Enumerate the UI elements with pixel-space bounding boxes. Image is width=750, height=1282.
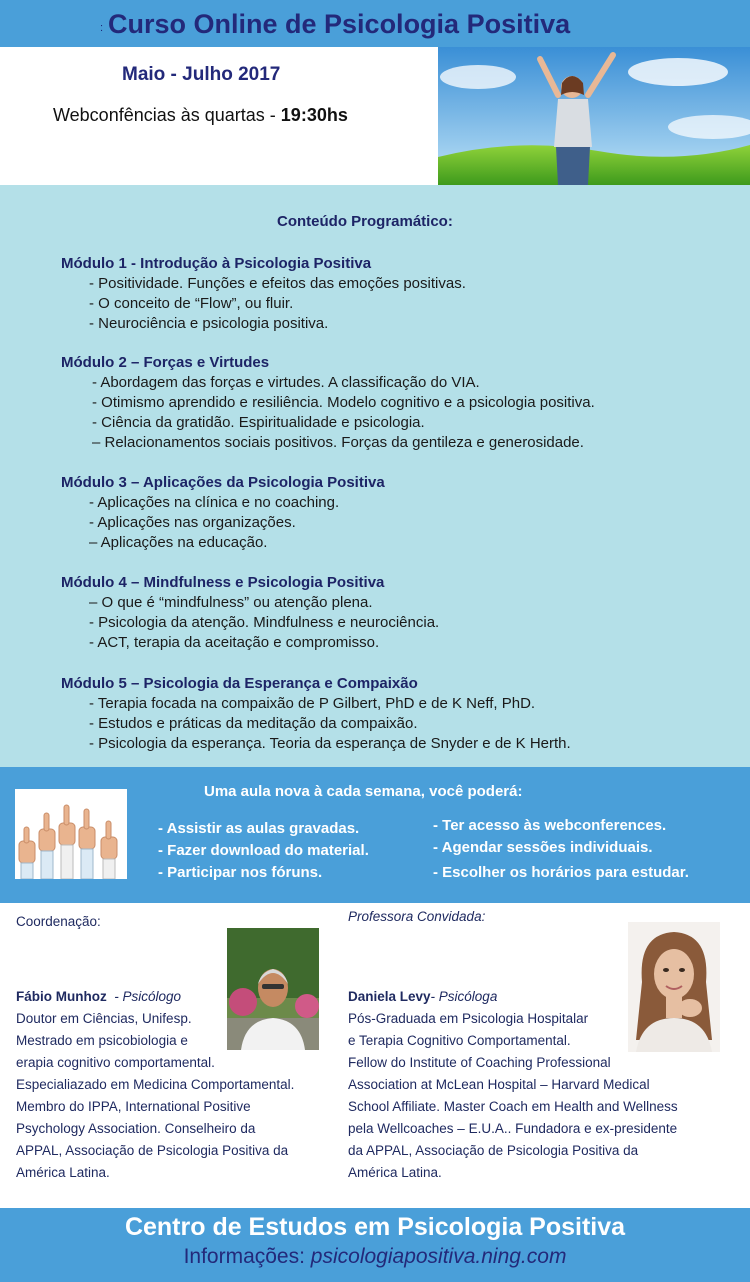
coordinator-label: Coordenação:	[16, 914, 101, 929]
bio-line: Membro do IPPA, International Positive	[16, 1099, 251, 1114]
program-title: Conteúdo Programático:	[277, 213, 453, 230]
bio-line: América Latina.	[16, 1165, 110, 1180]
module-item: – Aplicações na educação.	[89, 534, 268, 551]
module-3	[61, 472, 385, 553]
weekly-list-left	[158, 818, 369, 884]
module-title: Módulo 2 – Forças e Virtudes	[61, 354, 270, 371]
hero-image	[438, 47, 750, 185]
module-item: - Ciência da gratidão. Espiritualidade e psicologia.	[92, 414, 425, 431]
module-item: - O conceito de “Flow”, ou fluir.	[89, 295, 294, 312]
footer-info	[0, 1245, 750, 1269]
module-item: - Abordagem das forças e virtudes. A classificação do VIA.	[92, 374, 480, 391]
bio-line: América Latina.	[348, 1165, 442, 1180]
module-5	[61, 673, 571, 754]
module-item: - Estudos e práticas da meditação da compaixão.	[89, 715, 418, 732]
weekly-title: Uma aula nova à cada semana, você poderá:	[204, 783, 523, 800]
bio-line: pela Wellcoaches – E.U.A.. Fundadora e ex-presidente	[348, 1121, 678, 1136]
module-2	[61, 352, 595, 453]
bio-line: Doutor em Ciências, Unifesp.	[16, 1011, 192, 1026]
bio-line: Psychology Association. Conselheiro da	[16, 1121, 256, 1136]
coordinator-block	[16, 986, 294, 1184]
guest-role: - Psicóloga	[430, 989, 498, 1004]
module-item: - Aplicações na clínica e no coaching.	[89, 494, 340, 511]
module-item: - Neurociência e psicologia positiva.	[89, 315, 329, 332]
module-title: Módulo 5 – Psicologia da Esperança e Compaixão	[61, 675, 418, 692]
bio-line: Especialiazado em Medicina Comportamental.	[16, 1077, 295, 1092]
weekly-item: - Ter acesso às webconferences.	[433, 817, 667, 834]
bio-line: Association at McLean Hospital – Harvard Medical	[348, 1077, 650, 1092]
coordinator-name-line	[16, 986, 294, 1008]
module-item: - Positividade. Funções e efeitos das emoções positivas.	[89, 275, 466, 292]
footer-info-label: Informações:	[183, 1245, 311, 1268]
bio-line: APPAL, Associação de Psicologia Positiva da	[16, 1143, 289, 1158]
module-item: - Psicologia da esperança. Teoria da esperança de Snyder e de K Herth.	[89, 735, 571, 752]
footer-link[interactable]: psicologiapositiva.ning.com	[310, 1245, 567, 1268]
weekly-item: - Escolher os horários para estudar.	[433, 864, 689, 881]
guest-block	[348, 986, 678, 1184]
guest-name: Daniela Levy	[348, 989, 431, 1004]
course-dates: Maio - Julho 2017	[122, 64, 281, 85]
weekly-item: - Agendar sessões individuais.	[433, 839, 653, 856]
module-item: - Psicologia da atenção. Mindfulness e neurociência.	[89, 614, 440, 631]
module-1	[61, 253, 466, 334]
module-item: - Otimismo aprendido e resiliência. Modelo cognitivo e a psicologia positiva.	[92, 394, 595, 411]
module-title: Módulo 4 – Mindfulness e Psicologia Positiva	[61, 574, 385, 591]
schedule-text: Webconfências às quartas -	[53, 105, 281, 125]
bio-line: School Affiliate. Master Coach em Health and Wellness	[348, 1099, 678, 1114]
schedule-time: 19:30hs	[280, 105, 348, 125]
module-item: - Terapia focada na compaixão de P Gilbert, PhD e de K Neff, PhD.	[89, 695, 536, 712]
coordinator-name: Fábio Munhoz	[16, 989, 107, 1004]
bio-line: da APPAL, Associação de Psicologia Positiva da	[348, 1143, 639, 1158]
weekly-item: - Fazer download do material.	[158, 842, 369, 859]
weekly-list-right	[433, 815, 689, 884]
weekly-item: - Participar nos fóruns.	[158, 864, 323, 881]
thumbs-up-image	[15, 789, 127, 879]
guest-label: Professora Convidada:	[348, 909, 486, 924]
footer-title: Centro de Estudos em Psicologia Positiva	[124, 1213, 626, 1241]
module-item: - Aplicações nas organizações.	[89, 514, 296, 531]
module-item: - ACT, terapia da aceitação e compromisso.	[89, 634, 380, 651]
title-prefix: :	[100, 22, 104, 34]
title-banner	[0, 0, 750, 48]
module-title: Módulo 1 - Introdução à Psicologia Positiva	[61, 255, 372, 272]
module-item: – O que é “mindfulness” ou atenção plena.	[89, 594, 373, 611]
bio-line: Pós-Graduada em Psicologia Hospitalar	[348, 1011, 589, 1026]
weekly-item: - Assistir as aulas gravadas.	[158, 820, 360, 837]
schedule-line	[53, 105, 348, 126]
bio-line: erapia cognitivo comportamental.	[16, 1055, 215, 1070]
bio-line: Fellow do Institute of Coaching Professional	[348, 1055, 611, 1070]
module-title: Módulo 3 – Aplicações da Psicologia Positiva	[61, 474, 385, 491]
guest-name-line	[348, 986, 678, 1008]
course-title: Curso Online de Psicologia Positiva	[108, 9, 571, 39]
module-4	[61, 572, 439, 653]
coordinator-role: - Psicólogo	[106, 989, 182, 1004]
bio-line: Mestrado em psicobiologia e	[16, 1033, 188, 1048]
bio-line: e Terapia Cognitivo Comportamental.	[348, 1033, 571, 1048]
module-item: – Relacionamentos sociais positivos. Forças da gentileza e generosidade.	[92, 434, 584, 451]
